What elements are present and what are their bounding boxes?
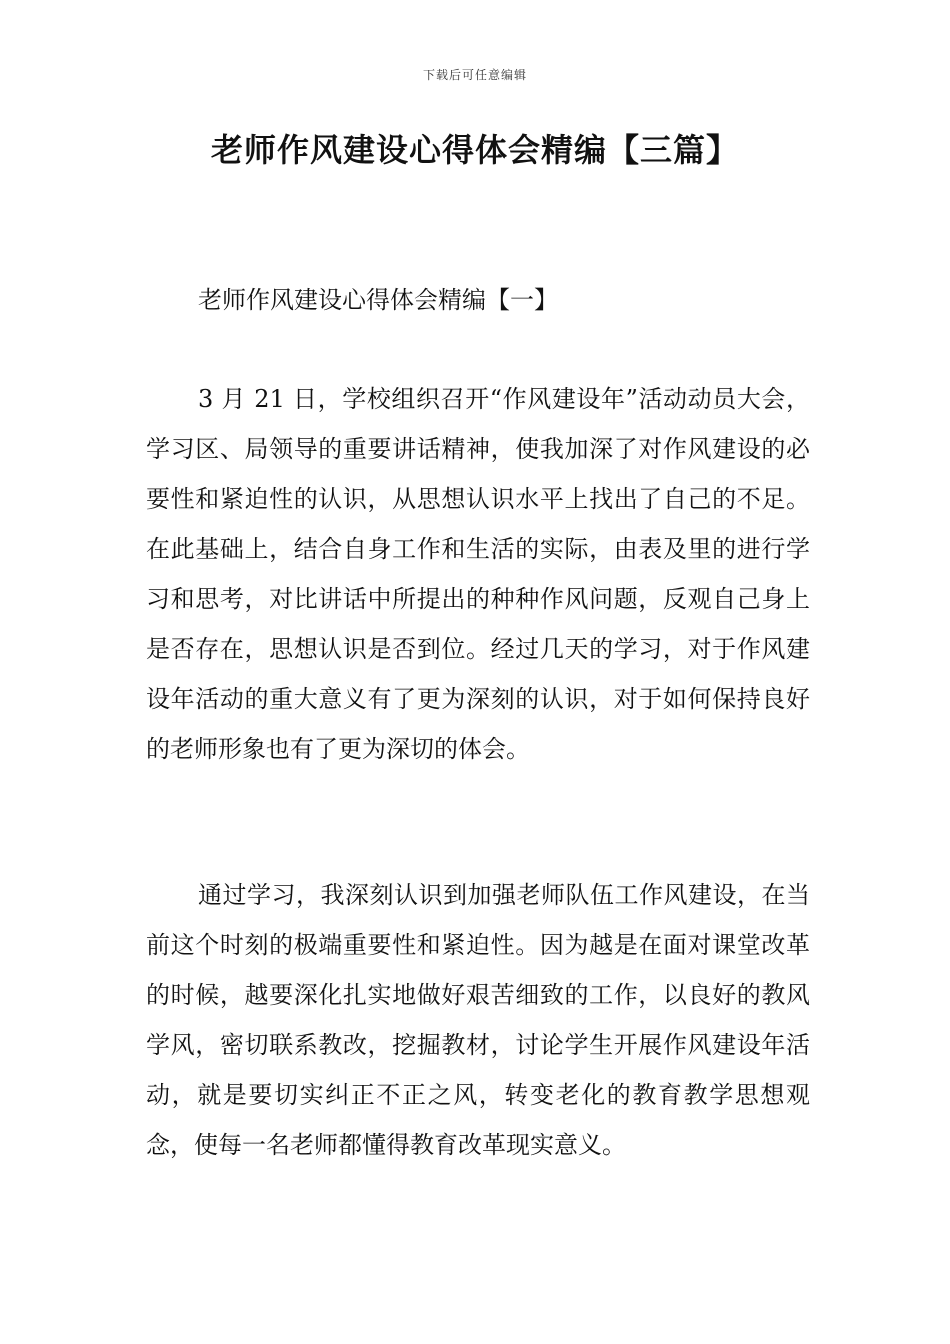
body-paragraph-2: 通过学习，我深刻认识到加强老师队伍工作风建设，在当前这个时刻的极端重要性和紧迫性。因为越是在面对课堂改革的时候，越要深化扎实地做好艰苦细致的工作，以良好的教风学风，密切联系教改，挖掘教材，讨论学生开展作风建设年活动，就是要切实纠正不正之风，转变老化的教育教学思想观念，使每一名老师都懂得教育改革现实意义。 (146, 881, 810, 1159)
body-paragraph-1: 3 月 21 日，学校组织召开“作风建设年”活动动员大会，学习区、局领导的重要讲话精神，使我加深了对作风建设的必要性和紧迫性的认识，从思想认识水平上找出了自己的不足。在此基础上，结合自身工作和生活的实际，由表及里的进行学习和思考，对比讲话中所提出的种种作风问题，反观自己身上是否存在，思想认识是否到位。经过几天的学习，对于作风建设年活动的重大意义有了更为深刻的认识，对于如何保持良好的老师形象也有了更为深切的体会。 (146, 385, 810, 763)
header-note: 下载后可任意编辑 (422, 68, 527, 82)
section-heading: 老师作风建设心得体会精编【一】 (198, 286, 558, 314)
document-title: 老师作风建设心得体会精编【三篇】 (210, 131, 739, 169)
